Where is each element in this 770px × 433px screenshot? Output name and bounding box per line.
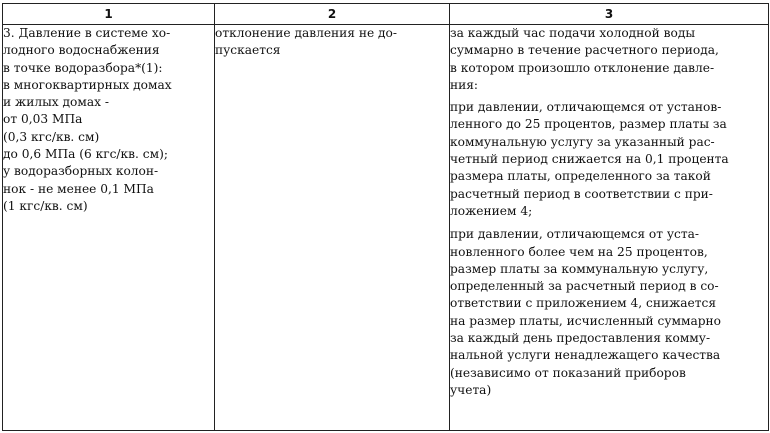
payment-paragraph-1 (450, 25, 768, 94)
requirement-line: нок - не менее 0,1 МПа (3, 181, 154, 196)
payment-line: за каждый час подачи холодной воды (450, 26, 696, 40)
deviation-cell (215, 25, 450, 431)
regulation-table (2, 3, 769, 431)
deviation-line: пускается (215, 43, 281, 58)
header-col-3: 3 (450, 4, 769, 25)
payment-line: при давлении, отличающемся от уста- (450, 227, 699, 242)
requirement-line: 3. Давление в системе хо- (3, 26, 171, 40)
header-row (3, 4, 769, 25)
payment-line: ложением 4; (450, 203, 533, 218)
payment-line: суммарно в течение расчетного периода, (450, 43, 719, 58)
payment-line: размер платы за коммунальную услугу, (450, 261, 709, 276)
requirement-line: лодного водоснабжения (3, 43, 160, 58)
payment-change-cell (450, 25, 769, 431)
header-col-2: 2 (215, 4, 450, 25)
payment-line: определенный за расчетный период в со- (450, 279, 719, 294)
payment-line: коммунальную услугу за указанный рас- (450, 134, 715, 149)
payment-line: при давлении, отличающемся от установ- (450, 100, 722, 115)
payment-line: размера платы, определенного за такой (450, 169, 711, 184)
table-row (3, 25, 769, 431)
requirement-cell (3, 25, 215, 431)
payment-line: ленного до 25 процентов, размер платы за (450, 117, 727, 132)
requirement-line: у водоразборных колон- (3, 164, 159, 179)
payment-line: за каждый день предоставления комму- (450, 331, 711, 346)
payment-line: на размер платы, исчисленный суммарно (450, 313, 722, 328)
payment-paragraph-3 (450, 226, 768, 399)
payment-line: ния: (450, 77, 479, 92)
payment-line: расчетный период в соответствии с при- (450, 186, 713, 201)
payment-line: нальной услуги ненадлежащего качества (450, 348, 721, 363)
requirement-line: в точке водоразбора*(1): (3, 60, 163, 75)
requirement-line: в многоквартирных домах (3, 77, 172, 92)
deviation-line: отклонение давления не до- (215, 26, 398, 40)
requirement-line: до 0,6 МПа (6 кгс/кв. см); (3, 147, 168, 162)
payment-line: (независимо от показаний приборов (450, 365, 686, 380)
payment-line: новленного более чем на 25 процентов, (450, 244, 708, 259)
payment-line: четный период снижается на 0,1 процента (450, 152, 729, 167)
payment-line: в котором произошло отклонение давле- (450, 60, 715, 75)
requirement-line: (0,3 кгс/кв. см) (3, 129, 100, 144)
requirement-line: от 0,03 МПа (3, 112, 83, 127)
requirement-line: и жилых домах - (3, 95, 109, 110)
payment-paragraph-2 (450, 99, 768, 220)
requirement-line: (1 кгс/кв. см) (3, 198, 88, 213)
header-col-1: 1 (3, 4, 215, 25)
payment-line: учета) (450, 382, 492, 397)
payment-line: ответствии с приложением 4, снижается (450, 296, 717, 311)
